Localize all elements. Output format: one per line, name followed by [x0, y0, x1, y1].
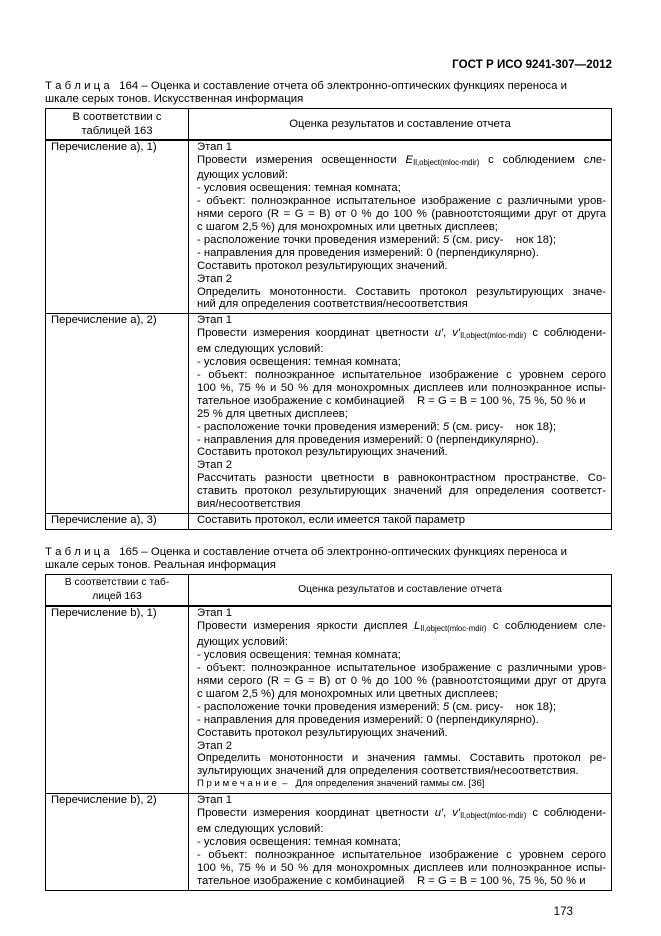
text-segment: Рассчитать разности цветности в равноконтрастном пространстве. Со- — [197, 472, 606, 485]
text-segment: Составить протокол результирующих значений. — [197, 726, 448, 739]
document-standard-code: ГОСТ Р ИСО 9241-307—2012 — [452, 58, 612, 71]
text-line — [197, 752, 606, 765]
text-segment: Этап 1 — [197, 314, 232, 327]
text-line — [197, 498, 606, 511]
table-head — [46, 575, 612, 607]
table-header-row — [46, 575, 612, 607]
text-line — [197, 446, 606, 459]
header-line: таблицей 163 — [81, 124, 153, 137]
text-line — [197, 823, 606, 836]
text-segment: с соблюдением сле- — [479, 153, 606, 166]
table-row — [46, 314, 612, 514]
text-line — [197, 607, 606, 620]
text-line — [197, 208, 606, 221]
text-segment: - условия освещения: темная комната; — [197, 835, 401, 848]
math-symbol: u′ — [434, 327, 444, 340]
text-segment: дующих условий: — [197, 636, 289, 649]
content-cell — [189, 140, 612, 314]
text-segment: - объект: полноэкранное испытательное изображение с различными уров- — [197, 662, 606, 675]
text-line — [197, 662, 606, 675]
text-segment: - объект: полноэкранное испытательное изображение с уровнем серого — [197, 369, 606, 381]
text-line — [197, 472, 606, 485]
table-165 — [45, 574, 612, 890]
math-symbol: u′ — [434, 807, 444, 820]
math-symbol: L — [413, 620, 421, 633]
caption-line: Т а б л и ц а 165 – Оценка и составление отчета об электронно-оптических функциях переноса и — [45, 545, 567, 558]
text-line — [197, 286, 606, 299]
text-line — [197, 382, 606, 395]
text-segment: Провести измерения координат цветности — [197, 807, 435, 820]
text-segment: - направления для проведения измерений: 0 (перпендикулярно). — [197, 713, 539, 726]
text-segment: - расположение точки проведения измерений: — [197, 700, 443, 713]
text-segment: нями серого (R = G = B) от 0 % до 100 % (равноотстоящими друг от друга — [197, 208, 606, 221]
table-row — [46, 794, 612, 890]
text-segment: ставить протокол результирующих значений для определения соответст- — [197, 485, 606, 498]
text-segment: Составить протокол результирующих значений. — [197, 259, 448, 272]
text-segment: тательное изображение с комбинацией R = G = B = 100 %, 75 %, 50 % и — [197, 394, 586, 407]
text-line — [197, 182, 606, 195]
text-line — [197, 408, 606, 421]
text-line — [197, 343, 606, 356]
text-segment: Этап 1 — [197, 140, 232, 153]
text-segment: , — [443, 807, 453, 820]
row-label: Перечисление а), 3) — [51, 513, 157, 526]
text-segment: - направления для проведения измерений: 0 (перпендикулярно). — [197, 246, 539, 259]
text-segment: Составить протокол результирующих значений. — [197, 446, 448, 459]
text-segment: - условия освещения: темная комната; — [197, 649, 401, 662]
header-line: Оценка результатов и составление отчета — [289, 117, 511, 130]
text-segment: П р и м е ч а н и е – Для определения значений гаммы см. [36] — [197, 778, 485, 790]
text-line — [197, 714, 606, 727]
text-line — [197, 778, 606, 791]
text-segment: (см. рису- нок 18); — [449, 700, 556, 713]
content-cell — [189, 794, 612, 890]
header-line: Оценка результатов и составление отчета — [298, 584, 502, 596]
math-symbol: 5 — [442, 233, 450, 246]
text-segment: - объект: полноэкранное испытательное изображение с уровнем серого — [197, 848, 606, 861]
text-line — [197, 620, 606, 636]
text-line — [197, 327, 606, 343]
text-segment: , — [443, 327, 453, 340]
header-line: В соответствии с — [72, 110, 162, 123]
text-segment: Определить монотонности и значения гаммы. Составить протокол ре- — [197, 752, 606, 765]
text-segment: ний для определения соответствия/несоответствия — [197, 298, 468, 311]
caption-line: Т а б л и ц а 164 – Оценка и составление отчета об электронно-оптических функциях переноса и — [45, 80, 567, 92]
header-ref-cell — [46, 108, 189, 140]
math-symbol: 5 — [442, 420, 450, 433]
text-line — [197, 675, 606, 688]
caption-line: шкале серых тонов. Искусственная информация — [45, 92, 304, 105]
table-164 — [45, 108, 612, 530]
text-line — [197, 875, 606, 888]
text-segment: (см. рису- нок 18); — [449, 420, 556, 433]
ref-cell — [46, 314, 189, 514]
text-segment: (см. рису- нок 18); — [449, 233, 556, 246]
text-segment: с соблюдени- — [526, 327, 606, 340]
ref-cell — [46, 794, 189, 890]
table-head — [46, 108, 612, 140]
math-subscript: Il,object(mloc-mdir) — [460, 331, 527, 341]
content-cell — [189, 606, 612, 793]
table-164-caption — [45, 80, 612, 106]
text-segment: - объект: полноэкранное испытательное изображение с различными уров- — [197, 195, 606, 208]
table-165-caption — [45, 546, 612, 572]
ref-cell — [46, 140, 189, 314]
text-line — [197, 221, 606, 234]
text-line — [197, 247, 606, 260]
text-segment: с шагом 2,5 %) для монохромных или цветных дисплеев; — [197, 687, 498, 700]
content-cell — [189, 314, 612, 514]
text-segment: - расположение точки проведения измерений: — [197, 233, 443, 246]
text-line — [197, 701, 606, 714]
text-line — [197, 369, 606, 382]
text-line — [197, 794, 606, 807]
caption-line: шкале серых тонов. Реальная информация — [45, 558, 276, 571]
text-segment: дующих условий: — [197, 169, 289, 182]
row-label: Перечисление b), 1) — [51, 607, 157, 620]
text-segment: 100 %, 75 % и 50 % для монохромных дисплеев или полноэкранное испы- — [197, 861, 606, 874]
text-line — [197, 434, 606, 447]
text-line — [197, 688, 606, 701]
text-line — [197, 836, 606, 849]
text-segment: Этап 2 — [197, 459, 232, 472]
text-segment: Определить монотонности. Составить протокол результирующих значе- — [197, 285, 606, 298]
text-segment: - направления для проведения измерений: 0 (перпендикулярно). — [197, 433, 539, 446]
text-segment: Провести измерения освещенности — [197, 153, 406, 166]
header-main-cell — [189, 575, 612, 607]
header-line: В соответствии с таб- — [64, 577, 170, 589]
text-line — [197, 862, 606, 875]
page-number: 173 — [553, 904, 573, 918]
text-line — [197, 485, 606, 498]
math-subscript: Il,object(mloc-mdir) — [460, 811, 527, 821]
text-line — [197, 356, 606, 369]
table-body — [46, 140, 612, 530]
text-line — [197, 273, 606, 286]
math-symbol: v′ — [452, 807, 461, 820]
text-line — [197, 234, 606, 247]
text-segment: с соблюдени- — [526, 807, 606, 820]
text-line — [197, 765, 606, 778]
table-row — [46, 140, 612, 314]
text-segment: с шагом 2,5 %) для монохромных или цветных дисплеев; — [197, 221, 498, 234]
text-line — [197, 649, 606, 662]
text-line — [197, 314, 606, 327]
text-line — [197, 395, 606, 408]
text-segment: Этап 2 — [197, 272, 232, 285]
row-label: Перечисление а), 1) — [51, 140, 157, 153]
math-subscript: Il,object(mloc-mdir) — [420, 624, 487, 634]
text-line — [197, 421, 606, 434]
text-segment: - условия освещения: темная комната; — [197, 182, 401, 195]
table-header-row — [46, 108, 612, 140]
math-subscript: Il,object(mloc-mdir) — [413, 157, 480, 167]
math-symbol: E — [405, 153, 414, 166]
table-row — [46, 513, 612, 529]
text-segment: зультирующих значений для определения соответствия/несоответствия. — [197, 765, 579, 778]
row-label: Перечисление b), 2) — [51, 794, 157, 807]
text-segment: вия/несоответствия — [197, 498, 301, 511]
header-line: лицей 163 — [92, 591, 142, 603]
text-segment: 100 %, 75 % и 50 % для монохромных дисплеев или полноэкранное испы- — [197, 381, 606, 394]
text-segment: ем следующих условий: — [197, 343, 324, 356]
row-label: Перечисление а), 2) — [51, 314, 157, 327]
text-segment: - условия освещения: темная комната; — [197, 356, 401, 369]
text-line — [197, 459, 606, 472]
text-line — [197, 807, 606, 823]
text-line — [197, 849, 606, 862]
ref-cell — [46, 513, 189, 529]
math-symbol: 5 — [442, 700, 450, 713]
text-line — [197, 727, 606, 740]
text-segment: тательное изображение с комбинацией R = G = B = 100 %, 75 %, 50 % и — [197, 874, 586, 887]
text-line — [197, 740, 606, 753]
ref-cell — [46, 606, 189, 793]
text-segment: нями серого (R = G = B) от 0 % до 100 % (равноотстоящими друг от друга — [197, 675, 606, 687]
text-segment: - расположение точки проведения измерений: — [197, 420, 443, 433]
header-ref-cell — [46, 575, 189, 607]
table-body — [46, 606, 612, 890]
text-line — [197, 141, 606, 154]
text-line — [197, 169, 606, 182]
text-segment: Этап 2 — [197, 739, 232, 752]
text-line — [197, 195, 606, 208]
text-segment: с соблюдением сле- — [486, 620, 606, 633]
text-segment: Составить протокол, если имеется такой параметр — [197, 513, 466, 526]
text-line — [197, 514, 606, 527]
header-main-cell — [189, 108, 612, 140]
text-line — [197, 154, 606, 170]
content-cell — [189, 513, 612, 529]
text-line — [197, 260, 606, 273]
text-segment: Этап 1 — [197, 794, 232, 807]
text-segment: 25 % для цветных дисплеев; — [197, 407, 348, 420]
text-line — [197, 298, 606, 311]
math-symbol: v′ — [452, 327, 461, 340]
text-segment: ем следующих условий: — [197, 822, 324, 835]
text-segment: Провести измерения координат цветности — [197, 327, 435, 340]
text-line — [197, 636, 606, 649]
text-segment: Этап 1 — [197, 607, 232, 620]
text-segment: Провести измерения яркости дисплея — [197, 620, 414, 633]
table-row — [46, 606, 612, 793]
